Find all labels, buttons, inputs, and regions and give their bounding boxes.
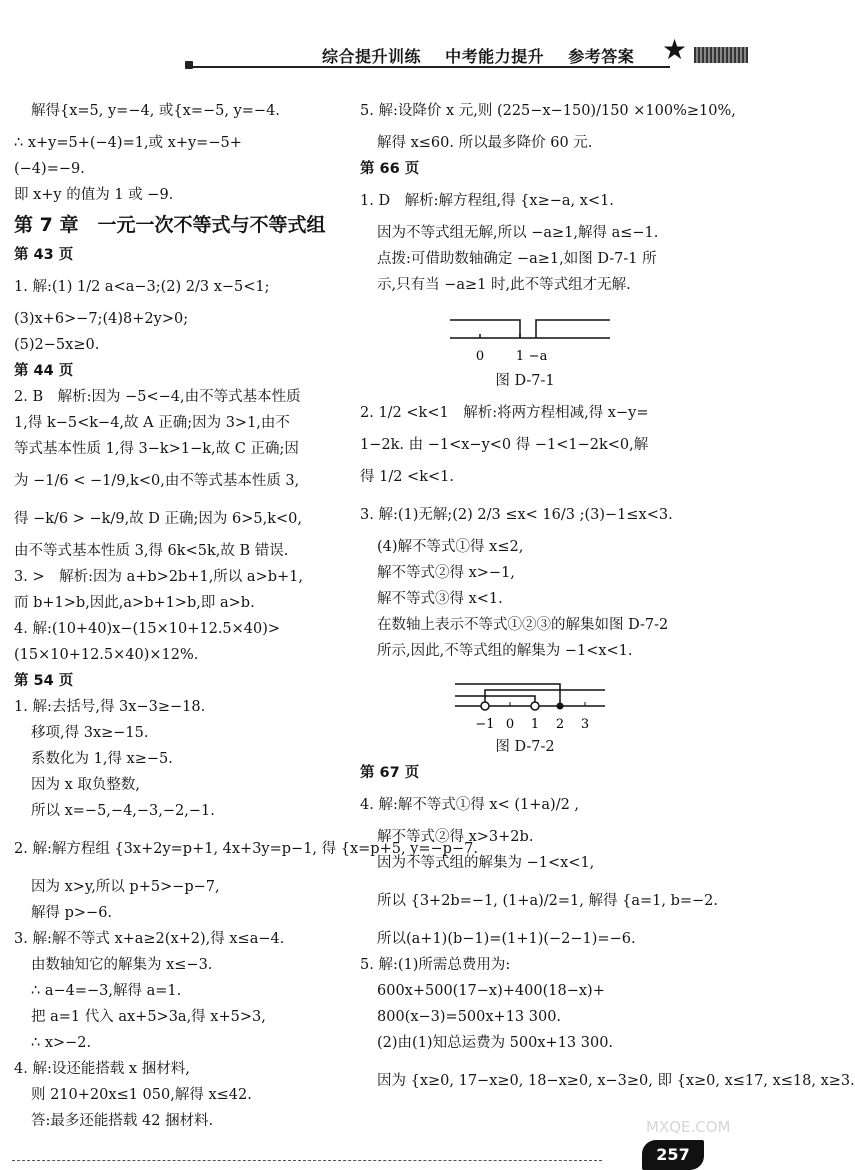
number-line-d-7-2 xyxy=(360,664,690,734)
answer-line: 因为不等式组无解,所以 −a≥1,解得 a≤−1. xyxy=(377,225,659,241)
answer-line: 800(x−3)=500x+13 300. xyxy=(377,1009,562,1025)
answer-line: 在数轴上表示不等式①②③的解集如图 D-7-2 xyxy=(377,617,669,633)
range-from-minus-a xyxy=(536,320,610,338)
answer-line: 2. 解:解方程组 {3x+2y=p+1, 4x+3y=p−1, 得 {x=p+5, y=−p−7. xyxy=(14,841,478,857)
answer-line: (3)x+6>−7;(4)8+2y>0; xyxy=(14,311,189,327)
answer-line: ∴ x+y=5+(−4)=1,或 x+y=−5+ xyxy=(14,135,242,151)
answer-line: 示,只有当 −a≥1 时,此不等式组才无解. xyxy=(377,277,631,293)
answer-line: 600x+500(17−x)+400(18−x)+ xyxy=(377,983,605,999)
page-heading: 第 66 页 xyxy=(360,161,420,177)
page-heading: 第 44 页 xyxy=(14,363,74,379)
answer-line: 3. 解:解不等式 x+a≥2(x+2),得 x≤a−4. xyxy=(14,931,285,947)
figure-caption: 图 D-7-1 xyxy=(495,373,555,389)
answer-line: 所示,因此,不等式组的解集为 −1<x<1. xyxy=(377,643,633,659)
tick-label-minus-1: −1 xyxy=(475,717,495,732)
right-column xyxy=(360,92,855,1106)
answer-line: (15×10+12.5×40)×12%. xyxy=(14,647,199,663)
header-decoration-bar xyxy=(694,47,748,63)
figure-caption: 图 D-7-2 xyxy=(495,739,555,755)
answer-line: (−4)=−9. xyxy=(14,161,85,177)
answer-line: 因为不等式组的解集为 −1<x<1, xyxy=(377,855,595,871)
header-title xyxy=(322,44,652,67)
answer-line: 1,得 k−5<k−4,故 A 正确;因为 3>1,由不 xyxy=(14,415,290,431)
answer-line: 3. > 解析:因为 a+b>2b+1,所以 a>b+1, xyxy=(14,569,303,585)
answer-line: 得 −k/6 > −k/9,故 D 正确;因为 6>5,k<0, xyxy=(14,511,302,527)
answer-line: 移项,得 3x≥−15. xyxy=(31,725,149,741)
tick-label-1: 1 xyxy=(530,717,540,732)
answer-line: 解得 p>−6. xyxy=(31,905,113,921)
range-x-lt-1 xyxy=(455,696,535,702)
answer-line: 4. 解:(10+40)x−(15×10+12.5×40)> xyxy=(14,621,281,637)
page-heading: 第 54 页 xyxy=(14,673,74,689)
answer-line: 2. B 解析:因为 −5<−4,由不等式基本性质 xyxy=(14,389,301,405)
answer-line: 因为 x 取负整数, xyxy=(31,777,141,793)
tick-label-0: 0 xyxy=(475,349,485,364)
page-heading: 第 43 页 xyxy=(14,247,74,263)
open-point-1 xyxy=(531,702,539,710)
answer-line: 得 1/2 <k<1. xyxy=(360,469,454,485)
watermark: MXQE.COM xyxy=(646,1118,731,1136)
star-icon: ★ xyxy=(662,33,688,66)
tick-label-2: 2 xyxy=(555,717,565,732)
answer-line: 由数轴知它的解集为 x≤−3. xyxy=(31,957,213,973)
number-line-figure-d-7-2 xyxy=(360,664,690,734)
answer-line: 3. 解:(1)无解;(2) 2/3 ≤x< 16/3 ;(3)−1≤x<3. xyxy=(360,507,673,523)
answer-line: 4. 解:解不等式①得 x< (1+a)/2 , xyxy=(360,797,580,813)
answer-line: 把 a=1 代入 ax+5>3a,得 x+5>3, xyxy=(31,1009,266,1025)
header-title-3: 参考答案 xyxy=(568,47,635,66)
answer-line: (4)解不等式①得 x≤2, xyxy=(377,539,524,555)
answer-line: 即 x+y 的值为 1 或 −9. xyxy=(14,187,174,203)
answer-line: 2. 1/2 <k<1 解析:将两方程相减,得 x−y= xyxy=(360,405,649,421)
answer-line: 1. D 解析:解方程组,得 {x≥−a, x<1. xyxy=(360,193,614,209)
open-point-minus-1 xyxy=(481,702,489,710)
answer-line: 点拨:可借助数轴确定 −a≥1,如图 D-7-1 所 xyxy=(377,251,657,267)
answer-line: 则 210+20x≤1 050,解得 x≤42. xyxy=(31,1087,252,1103)
footer-rule xyxy=(12,1160,602,1161)
answer-line: 解不等式②得 x>3+2b. xyxy=(377,829,534,845)
answer-line: 系数化为 1,得 x≥−5. xyxy=(31,751,173,767)
answer-line: 解不等式②得 x>−1, xyxy=(377,565,515,581)
answer-line: 所以 x=−5,−4,−3,−2,−1. xyxy=(31,803,215,819)
page-heading: 第 67 页 xyxy=(360,765,420,781)
tick-label-minus-a: −a xyxy=(528,349,548,364)
chapter-title: 第 7 章 一元一次不等式与不等式组 xyxy=(14,214,326,236)
answer-line: 解得{x=5, y=−4, 或{x=−5, y=−4. xyxy=(31,103,280,119)
closed-point-2 xyxy=(557,703,564,710)
page-header xyxy=(0,0,750,80)
answer-line: 因为 x>y,所以 p+5>−p−7, xyxy=(31,879,220,895)
range-x-le-2 xyxy=(455,684,560,706)
answer-line: ∴ x>−2. xyxy=(31,1035,92,1051)
number-line-figure-d-7-1 xyxy=(360,298,690,368)
answer-line: ∴ a−4=−3,解得 a=1. xyxy=(31,983,182,999)
answer-line: 1. 解:(1) 1/2 a<a−3;(2) 2/3 x−5<1; xyxy=(14,279,270,295)
answer-line: 解不等式③得 x<1. xyxy=(377,591,503,607)
range-less-than-1 xyxy=(450,320,520,338)
answer-line: 4. 解:设还能搭载 x 捆材料, xyxy=(14,1061,190,1077)
tick-label-0: 0 xyxy=(505,717,515,732)
answer-line: 由不等式基本性质 3,得 6k<5k,故 B 错误. xyxy=(14,543,289,559)
answer-line: 5. 解:(1)所需总费用为: xyxy=(360,957,511,973)
answer-line: (2)由(1)知总运费为 500x+13 300. xyxy=(377,1035,614,1051)
answer-line: 解得 x≤60. 所以最多降价 60 元. xyxy=(377,135,593,151)
answer-line: 而 b+1>b,因此,a>b+1>b,即 a>b. xyxy=(14,595,255,611)
answer-line: 5. 解:设降价 x 元,则 (225−x−150)/150 ×100%≥10%, xyxy=(360,103,736,119)
answer-line: 为 −1/6 < −1/9,k<0,由不等式基本性质 3, xyxy=(14,473,300,489)
answer-line: 所以(a+1)(b−1)=(1+1)(−2−1)=−6. xyxy=(377,931,636,947)
header-title-1: 综合提升训练 xyxy=(322,47,422,66)
answer-line: 1−2k. 由 −1<x−y<0 得 −1<1−2k<0,解 xyxy=(360,437,649,453)
tick-label-1: 1 xyxy=(515,349,525,364)
answer-line: 因为 {x≥0, 17−x≥0, 18−x≥0, x−3≥0, 即 {x≥0, x≤17, x≤18, x≥3. xyxy=(377,1073,855,1089)
answer-line: (5)2−5x≥0. xyxy=(14,337,100,353)
answer-line: 等式基本性质 1,得 3−k>1−k,故 C 正确;因 xyxy=(14,441,299,457)
tick-label-3: 3 xyxy=(580,717,590,732)
number-line-d-7-1 xyxy=(360,298,690,368)
answer-line: 1. 解:去括号,得 3x−3≥−18. xyxy=(14,699,206,715)
answer-line: 所以 {3+2b=−1, (1+a)/2=1, 解得 {a=1, b=−2. xyxy=(377,893,718,909)
answer-line: 答:最多还能搭载 42 捆材料. xyxy=(31,1113,214,1129)
page-number: 257 xyxy=(642,1140,704,1170)
header-title-2: 中考能力提升 xyxy=(445,47,545,66)
